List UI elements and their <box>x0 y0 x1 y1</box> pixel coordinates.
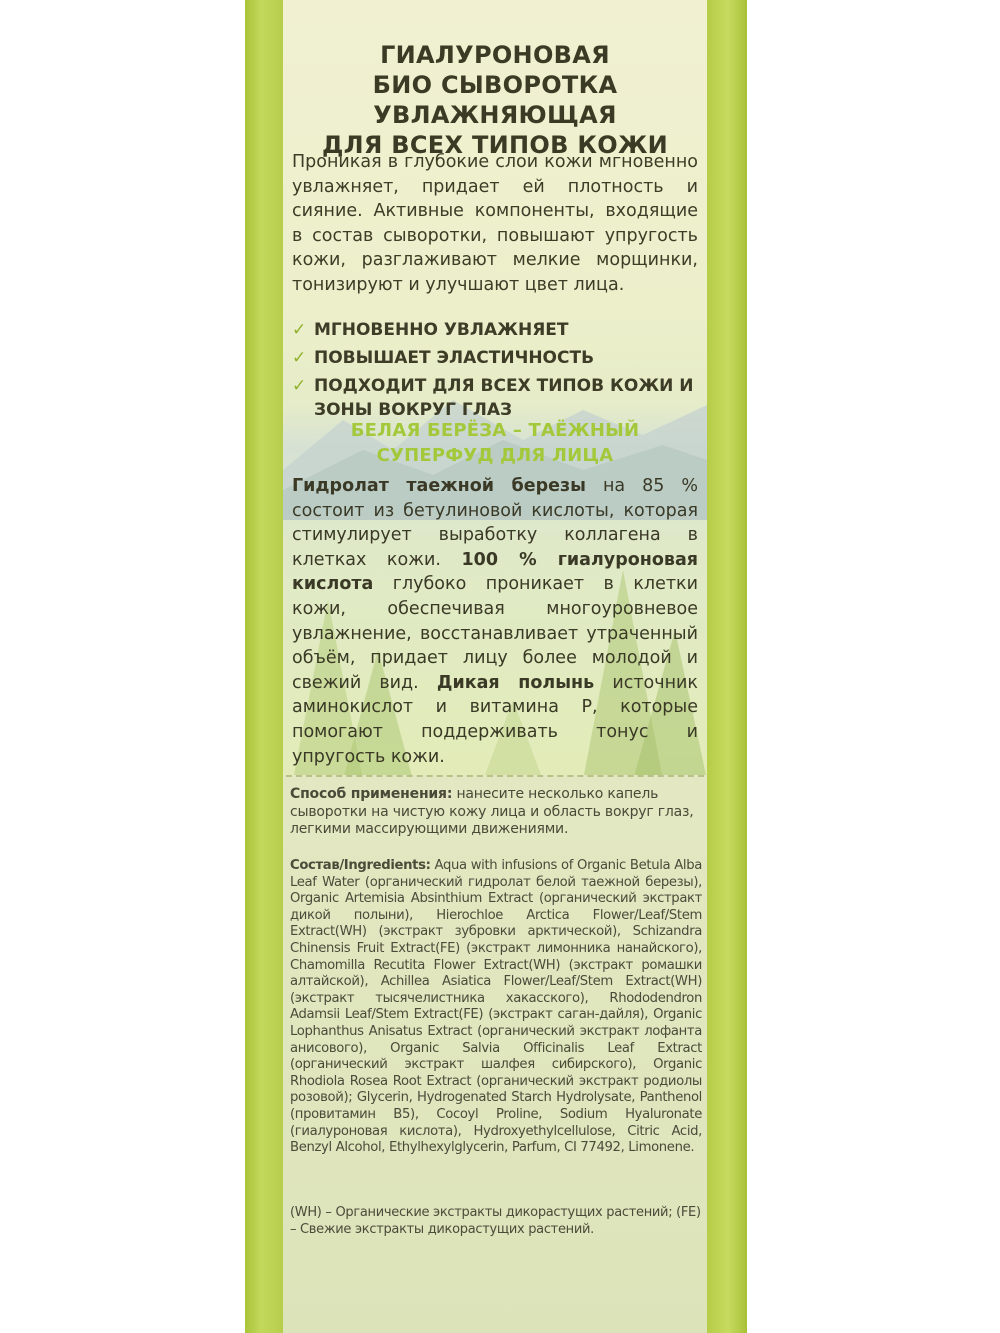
superfood-line-2: СУПЕРФУД ДЛЯ ЛИЦА <box>376 445 614 466</box>
product-title <box>292 40 698 160</box>
birch-hydrolate-term: Гидролат таежной березы <box>292 476 586 496</box>
superfood-line-1: БЕЛАЯ БЕРЁЗА – ТАЁЖНЫЙ <box>350 420 640 441</box>
ingredients-text: Aqua with infusions of Organic Betula Alba Leaf Water (органический гидролат белой таежной березы), Organic Artemisia Absinthium Extract (органический экстракт дикой полыни), Hierochloe Arctica Flower/Leaf/Stem Extract(WH) (экстракт зубровки арктической), Schizandra Chinensis Fruit Extract(FE) (экстракт лимонника нанайского), Chamomilla Recutita Flower Extract(WH) (экстракт ромашки алтайской), Achillea Asiatica Flower/Leaf/Stem Extract(WH) (экстракт тысячелистника хакасского), Rhododendron Adamsii Leaf/Stem Extract(FE) (экстракт саган-дайля), Organic Lophanthus Anisatus Extract (органический экстракт лофанта анисового), Organic Salvia Officinalis Leaf Extract (органический экстракт шалфея сибирского), Organic Rhodiola Rosea Root Extract (органический экстракт родиолы розовой); Glycerin, Hydrogenated Starch Hydrolysate, Panthenol (провитамин B5), Cocoyl Proline, Sodium Hyaluronate (гиалуроновая кислота), Hydroxyethylcellulose, Citric Acid, Benzyl Alcohol, Ethylhexylglycerin, Parfum, CI 77492, Limonene. <box>290 858 702 1156</box>
ingredients-label: Состав/Ingredients: <box>290 858 431 873</box>
benefit-text: ПОДХОДИТ ДЛЯ ВСЕХ ТИПОВ КОЖИ И ЗОНЫ ВОКРУГ ГЛАЗ <box>314 376 694 420</box>
wormwood-text: источник аминокислот и витамина Р, которые помогают поддерживать тонус и упругость кожи. <box>292 672 698 767</box>
benefit-text: ПОВЫШАЕТ ЭЛАСТИЧНОСТЬ <box>314 348 595 368</box>
benefits-list <box>292 318 702 426</box>
wormwood-term: Дикая полынь <box>436 672 595 693</box>
intro-paragraph: Проникая в глубокие слои кожи мгновенно увлажняет, придает ей плотность и сияние. Активные компоненты, входящие в состав сыворотки, повышают упругость кожи, разглаживают мелкие морщинки, тонизируют и улучшают цвет лица. <box>292 152 698 295</box>
usage-label: Способ применения: <box>290 786 453 802</box>
benefit-text: МГНОВЕННО УВЛАЖНЯЕТ <box>314 320 569 340</box>
benefit-item <box>292 374 702 422</box>
title-line-1: ГИАЛУРОНОВАЯ <box>380 41 610 69</box>
ingredients-list <box>290 858 702 1157</box>
checkmark-icon: ✓ <box>292 320 307 340</box>
title-line-3: УВЛАЖНЯЮЩАЯ <box>373 101 617 129</box>
title-line-4: ДЛЯ ВСЕХ ТИПОВ КОЖИ <box>321 131 669 159</box>
benefit-item <box>292 318 702 342</box>
usage-instructions <box>290 786 702 839</box>
birch-hydrolate-text: на 85 % состоит из бетулиновой кислоты, которая стимулирует выработку коллагена в клетках кожи. <box>292 476 698 570</box>
box-left-side <box>245 0 285 1333</box>
title-line-2: БИО СЫВОРОТКА <box>372 71 618 99</box>
superfood-heading <box>292 418 698 468</box>
benefit-item <box>292 346 702 370</box>
description-paragraph <box>292 474 698 769</box>
dashed-divider <box>286 775 704 777</box>
hyaluronic-acid-term: 100 % гиалуроновая кислота <box>292 549 698 595</box>
checkmark-icon: ✓ <box>292 348 307 368</box>
checkmark-icon: ✓ <box>292 376 307 396</box>
footnote: (WH) – Органические экстракты дикорастущих растений; (FE) – Свежие экстракты дикорастущих растений. <box>290 1205 701 1237</box>
box-right-side <box>705 0 747 1333</box>
usage-text: нанесите несколько капель сыворотки на чистую кожу лица и область вокруг глаз, легкими массирующими движениями. <box>290 786 694 838</box>
hyaluronic-acid-text: глубоко проникает в клетки кожи, обеспечивая многоуровневое увлажнение, восстанавливает утраченный объём, придает лицу более молодой и свежий вид. <box>292 574 698 693</box>
